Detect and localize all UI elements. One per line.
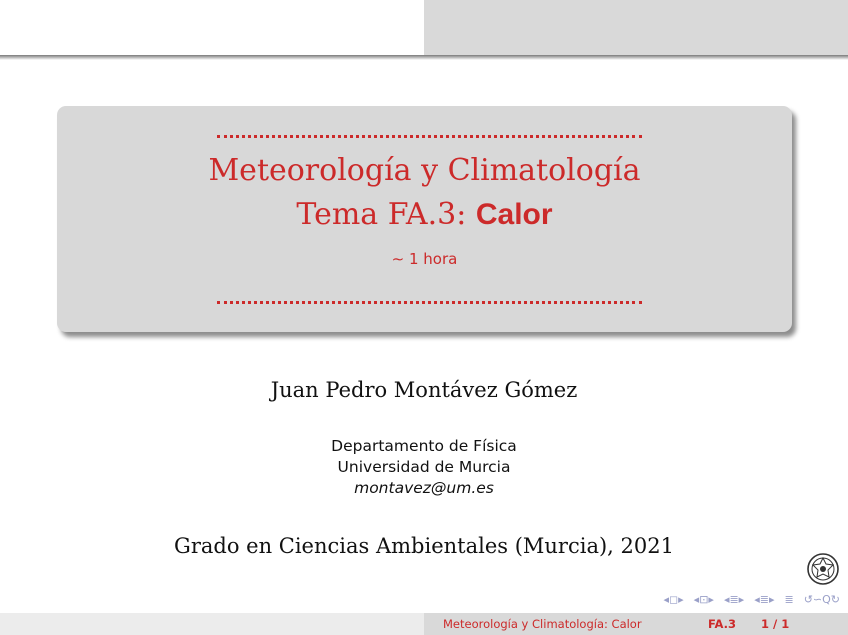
course-date: Grado en Ciencias Ambientales (Murcia), 2021 (174, 534, 674, 558)
nav-section-icon[interactable]: ◂≣▸ (723, 592, 745, 606)
title-dotted-rule-top (217, 135, 642, 138)
footer-topic-code: FA.3 (708, 617, 737, 631)
nav-subsection-icon[interactable]: ◂⊡▸ (693, 592, 714, 606)
title-block (57, 106, 792, 332)
footer-short-title: Meteorología y Climatología: Calor (443, 617, 642, 631)
footer-left (0, 613, 424, 635)
navigation-symbols (560, 591, 840, 607)
duration-note: ∼ 1 hora (391, 250, 458, 268)
institute-block (0, 436, 848, 499)
top-bar-left (0, 0, 424, 55)
top-navigation-bar (0, 0, 848, 55)
top-bar-shadow (0, 55, 848, 60)
nav-appendix-icon[interactable]: ≣ (784, 592, 794, 606)
title-dotted-rule-bottom (217, 301, 642, 304)
university: Universidad de Murcia (337, 458, 511, 476)
presentation-title: Meteorología y Climatología (208, 153, 641, 188)
footer-bar (0, 613, 848, 635)
author-name: Juan Pedro Montávez Gómez (270, 378, 578, 402)
nav-search-icon[interactable]: ↺∽Q↻ (803, 592, 840, 606)
email-link[interactable]: montavez@um.es (354, 479, 494, 497)
department: Departamento de Física (331, 437, 517, 455)
university-seal-logo (806, 552, 840, 586)
subtitle-prefix: Tema FA.3: (296, 197, 476, 232)
footer-page-number: 1 / 1 (761, 617, 790, 631)
top-bar-right (424, 0, 848, 55)
nav-prev-frame-icon[interactable]: ◂◻▸ (663, 592, 684, 606)
nav-doc-icon[interactable]: ◂≣▸ (754, 592, 775, 606)
subtitle-bold: Calor (475, 198, 553, 231)
presentation-subtitle (57, 197, 792, 232)
